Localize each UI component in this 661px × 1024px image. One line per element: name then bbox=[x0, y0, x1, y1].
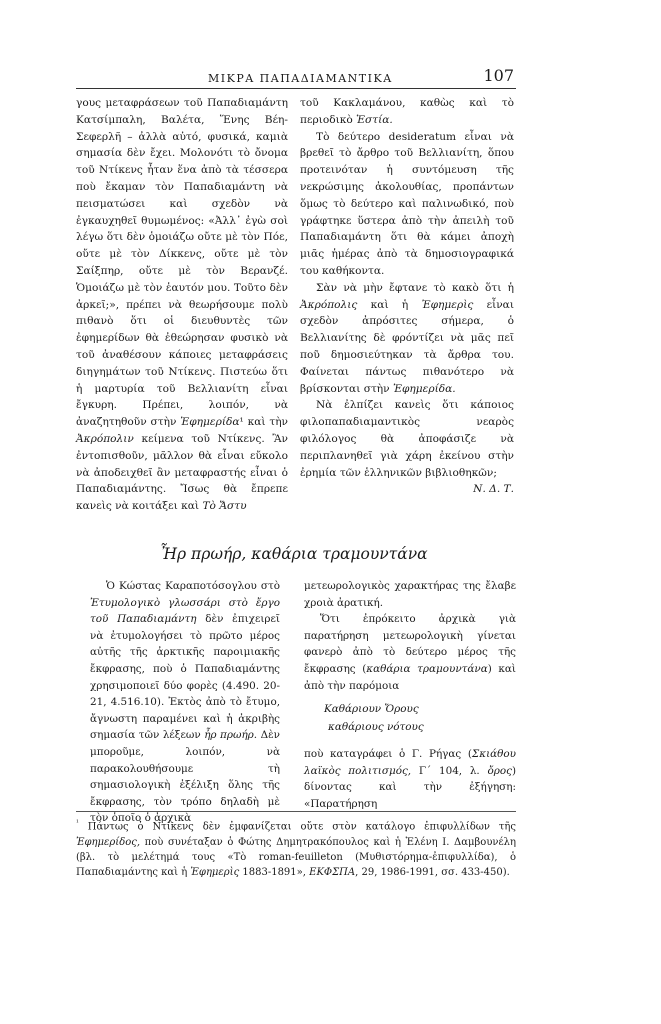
top-left-column bbox=[76, 95, 288, 515]
text-run: 1883-1891», bbox=[239, 866, 310, 878]
text-run: Σὰν νὰ μὴν ἔφτανε τὸ κακὸ ὅτι ἡ bbox=[316, 281, 514, 294]
italic-text: Ἐφημερὶς bbox=[190, 866, 240, 878]
running-header bbox=[76, 66, 516, 89]
italic-text: Ἐφημερίδος, bbox=[76, 836, 141, 848]
text-run: δὲν ἐπιχειρεῖ νὰ ἐτυμολογήσει τὸ πρῶτο μέρος αὐτῆς τῆς ἀρκτικῆς παροιμιακῆς ἔκφρασης, ποὺ ὁ Παπαδιαμάντης χρησιμοποιεῖ δύο φορὲς (4.490. 20-21, 4.516.10). Ἐκτὸς ἀπὸ τὸ ἔτυμο, ἄγνωστη παραμένει καὶ ἡ ἀκριβὴς σημασία τῶν λέξεων bbox=[90, 613, 280, 742]
verse-line: Καθάριουν Ὄρους bbox=[324, 703, 419, 716]
footnote-divider bbox=[76, 811, 516, 812]
section-title: Ἦρ πρωήρ, καθάρια τραμουντάνα bbox=[160, 545, 428, 563]
italic-text: Σκιάθου λαϊκὸς πολιτισμός, bbox=[304, 748, 516, 777]
footnote-marker: ¹ bbox=[76, 819, 79, 827]
italic-text: Τὸ Ἄστυ bbox=[202, 500, 247, 513]
verse-line: καθάριους νότους bbox=[328, 721, 424, 734]
text-run: Γ´ 104, λ. bbox=[411, 764, 488, 777]
top-right-column bbox=[300, 95, 514, 498]
text-run: τοῦ Κακλαμάνου, καθὼς καὶ τὸ περιοδικὸ bbox=[300, 97, 514, 126]
paragraph bbox=[90, 578, 280, 827]
text-run: Ὁ Κώστας Καραποτόσογλου στὸ bbox=[106, 580, 280, 592]
text-run: κείμενα τοῦ Ντίκενς. Ἂν ἐντοπισθοῦν, μᾶλλον θὰ εἶναι εὔκολο νὰ ἀποδειχθεῖ ἂν μεταφραστής εἶναι ὁ Παπαδιαμάντης. Ἴσως θὰ ἔπρεπε κανεὶς νὰ κοιτάξει καὶ bbox=[76, 432, 288, 513]
text-run: Ὅτι ἐπρόκειτο ἀρχικὰ γιὰ παρατήρηση μετεωρολογικὴ γίνεται φανερὸ ἀπὸ τὸ δεύτερο μέρος τῆς ἔκφρασης ( bbox=[304, 613, 516, 675]
paragraph bbox=[304, 746, 516, 812]
text-run: ποὺ συνέταξαν ὁ Φώτης Δημητρακόπουλος καὶ ἡ Ἑλένη Ι. Δαμβουνέλη (βλ. τὸ μελέτημά τους «Τὸ roman-feuilleton (Μυθιστόρημα-ἐπιφυλλίδα), ὁ Παπαδιαμάντης καὶ ἡ bbox=[76, 836, 516, 878]
bottom-left-column bbox=[90, 578, 280, 827]
text-run: ¹ καὶ τὴν bbox=[239, 416, 288, 429]
paragraph: μετεωρολογικὸς χαρακτήρας της ἔλαβε χροιὰ ἀρατική. bbox=[304, 580, 516, 609]
italic-text: καθάρια τραμουντάνα bbox=[366, 662, 488, 675]
footnote bbox=[76, 816, 516, 880]
bottom-right-column bbox=[304, 578, 516, 813]
paragraph bbox=[300, 95, 514, 129]
author-signature: Ν. Δ. Τ. bbox=[473, 483, 514, 496]
paragraph bbox=[304, 611, 516, 694]
text-run: ποὺ καταγράφει ὁ Γ. Ρήγας ( bbox=[304, 748, 472, 761]
italic-text: Ἐφημερίδα. bbox=[392, 382, 456, 395]
text-run: καὶ ἡ bbox=[357, 298, 422, 311]
text-run: Δὲν μποροῦμε, λοιπόν, νὰ παρακολουθήσουμε τὴ σημασιολογικὴ ἐξέλιξη ὅλης τῆς ἔκφρασης, τὸν τρόπο δηλαδὴ μὲ τὸν ὁποῖο ὁ ἀρχικὰ bbox=[90, 729, 280, 825]
italic-text: Ἐφημερὶς bbox=[421, 298, 474, 311]
italic-text: Ἑστία. bbox=[356, 113, 393, 126]
italic-text: Ἐτυμολογικὸ γλωσσάρι στὸ ἔργο τοῦ Παπαδιαμάντη bbox=[90, 596, 280, 626]
paragraph: Τὸ δεύτερο desideratum εἶναι νὰ βρεθεῖ τὸ ἄρθρο τοῦ Βελλιανίτη, ὅπου προτεινόταν ἡ συντόμευση τῆς νεκρώσιμης ἀκολουθίας, προπάντων ὅμως τὸ δεύτερο καὶ παλινωδικό, ποὺ γράφτηκε ὕστερα ἀπὸ τὴν ἀπειλὴ τοῦ Παπαδιαμάντη ὅτι θὰ κάμει ἀποχὴ μιᾶς ἡμέρας ἀπὸ τὰ δημοσιογραφικά του καθήκοντα. bbox=[300, 130, 514, 277]
italic-text: Ἐφημερίδα bbox=[180, 416, 240, 429]
italic-text: Ἀκρόπολις bbox=[300, 298, 358, 311]
italic-text: Ἀκρόπολιν bbox=[76, 432, 134, 445]
paragraph bbox=[300, 280, 514, 398]
italic-text: ὄρος bbox=[487, 764, 512, 777]
verse-quote bbox=[324, 700, 516, 736]
text-run: , 29, 1986-1991, σσ. 433-450). bbox=[355, 866, 510, 878]
paragraph: Νὰ ἐλπίζει κανεὶς ὅτι κάποιος φιλοπαπαδιαμαντικὸς νεαρὸς φιλόλογος θὰ ἀποφάσιζε νὰ περιπλανηθεῖ γιὰ χάρη ἐκείνου στὴν ἐρημία τῶν ἑλληνικῶν βιβλιοθηκῶν; bbox=[300, 399, 514, 479]
text-run: γους μεταφράσεων τοῦ Παπαδιαμάντη Κατσίμπαλη, Βαλέτα, Ἕνης Βέη-Σεφερλῆ – ἀλλὰ αὐτό, φυσικά, καμιὰ σημασία δὲν ἔχει. Μολονότι τὸ ὄνομα τοῦ Ντίκενς ἦταν ἕνα ἀπὸ τὰ τέσσερα ποὺ ἔκαμαν τὸν Παπαδιαμάντη νὰ πεισματώσει καὶ σχεδὸν νὰ ἐγκαυχηθεῖ θυμωμένος: «Ἀλλ᾽ ἐγὼ σοὶ λέγω ὅτι δὲν ὁμοιάζω οὔτε μὲ τὸν Πόε, οὔτε μὲ τὸν Δίκκενς, οὔτε μὲ τὸν Σαίξπηρ, οὔτε μὲ τὸν Βερανζέ. Ὁμοιάζω μὲ τὸν ἑαυτόν μου. Τοῦτο δὲν ἀρκεῖ;», πρέπει νὰ θεωρήσουμε πολὺ πιθανὸ ὅτι οἱ διευθυντὲς τῶν ἐφημερίδων θὰ ἐθεώρησαν φυσικὸ νὰ τοῦ ἀναθέσουν κάποιες μεταφράσεις διηγημάτων τοῦ Ντίκενς. Πιστεύω ὅτι ἡ μαρτυρία τοῦ Βελλιανίτη εἶναι ἔγκυρη. Πρέπει, λοιπόν, νὰ ἀναζητηθοῦν στὴν bbox=[76, 97, 288, 429]
text-run: ) δίνοντας καὶ τὴν ἐξήγηση: «Παρατήρηση bbox=[304, 764, 516, 810]
page-number: 107 bbox=[483, 66, 514, 85]
running-title: ΜΙΚΡΑ ΠΑΠΑΔΙΑΜΑΝΤΙΚΑ bbox=[208, 72, 393, 85]
text-run: Πάντως ὁ Ντίκενς δὲν ἐμφανίζεται οὔτε στὸν κατάλογο ἐπιφυλλίδων τῆς bbox=[78, 821, 516, 833]
text-run: ) καὶ ἀπὸ τὴν παρόμοια bbox=[304, 662, 516, 692]
text-run: εἶναι σχεδὸν ἀπρόσιτες σήμερα, ὁ Βελλιανίτης δὲ φρόντίζει νὰ μᾶς πεῖ ποῦ δημοσιεύτηκαν τὰ ἄρθρα του. Φαίνεται πάντως πιθανότερο νὰ βρίσκονται στὴν bbox=[300, 298, 514, 395]
italic-text: ΕΚΦΣΠΑ bbox=[309, 866, 356, 878]
italic-text: ἦρ πρωήρ. bbox=[204, 729, 258, 742]
paragraph bbox=[76, 95, 288, 515]
